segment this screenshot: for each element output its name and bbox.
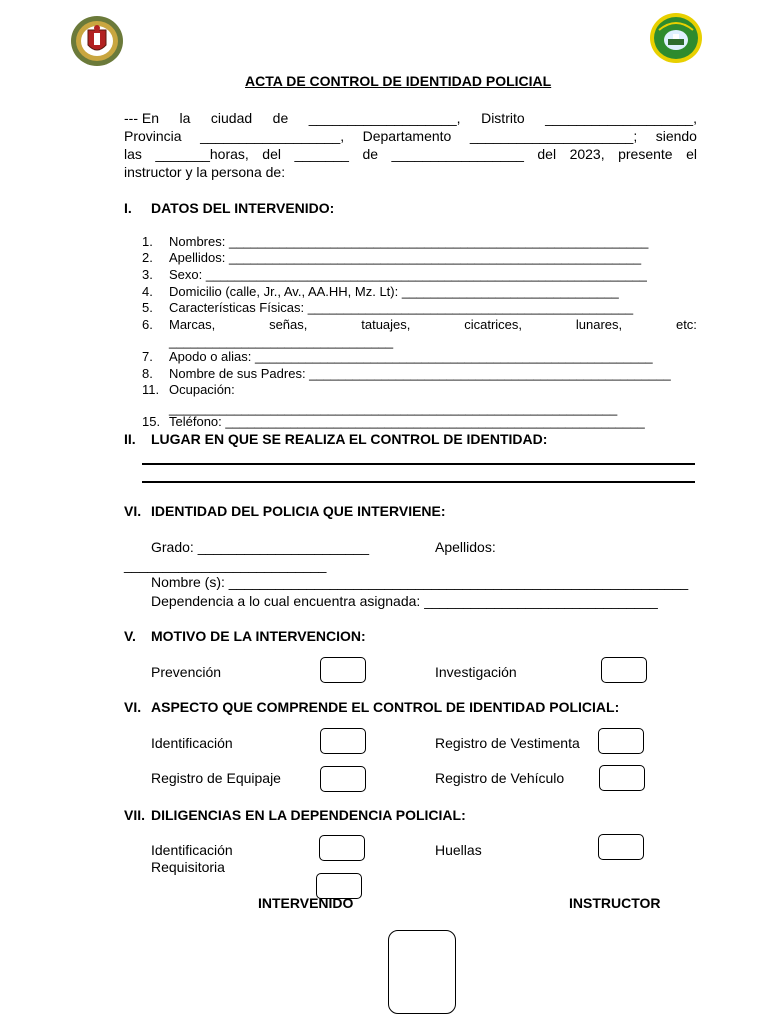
registro-vestimenta-label: Registro de Vestimenta [435, 735, 580, 751]
item-number: 4. [142, 284, 153, 299]
investigacion-label: Investigación [435, 664, 517, 680]
item-number: 8. [142, 366, 153, 381]
fingerprint-box[interactable] [388, 930, 456, 1014]
section-2-number: II. [124, 431, 136, 447]
registro-vestimenta-checkbox[interactable] [598, 728, 644, 754]
national-police-crest-icon [70, 15, 124, 67]
nombre-padres-field[interactable]: Nombre de sus Padres: __________________________________________________ [169, 366, 671, 381]
registro-vehiculo-checkbox[interactable] [599, 765, 645, 791]
document-title: ACTA DE CONTROL DE IDENTIDAD POLICIAL [245, 73, 552, 89]
marcas-line: Marcas, señas, tatuajes, cicatrices, lunares, etc: [169, 317, 697, 332]
nombre-policia-field[interactable]: Nombre (s): ___________________________________________________________ [151, 574, 689, 590]
lugar-line-2[interactable] [142, 481, 695, 483]
signature-intervenido-label: INTERVENIDO [258, 895, 354, 911]
police-unit-badge-icon [649, 12, 703, 64]
item-number: 7. [142, 349, 153, 364]
registro-equipaje-checkbox[interactable] [320, 766, 366, 792]
section-4-heading: MOTIVO DE LA INTERVENCION: [151, 628, 366, 644]
caracteristicas-fisicas-field[interactable]: Características Físicas: _____________________________________________ [169, 300, 634, 315]
ocupacion-field[interactable]: ______________________________________________________________ [169, 401, 618, 416]
domicilio-field[interactable]: Domicilio (calle, Jr., Av., AA.HH, Mz. Lt): ______________________________ [169, 284, 619, 299]
intro-line-3: las _______horas, del _______ de _________________ del 2023, presente el [124, 146, 697, 162]
intro-line-2: Provincia __________________, Departamento _____________________; siendo [124, 128, 697, 144]
intro-line-1: --- En la ciudad de ___________________, Distrito ___________________, [124, 110, 697, 126]
section-6-number: VII. [124, 807, 146, 823]
item-number: 2. [142, 250, 153, 265]
section-4-number: V. [124, 628, 136, 644]
huellas-checkbox[interactable] [598, 834, 644, 860]
registro-vehiculo-label: Registro de Vehículo [435, 770, 565, 786]
prevencion-checkbox[interactable] [320, 657, 366, 683]
lugar-line-1[interactable] [142, 463, 695, 465]
section-3-heading: IDENTIDAD DEL POLICIA QUE INTERVIENE: [151, 503, 446, 519]
apellidos-policia-field[interactable]: __________________________ [124, 557, 327, 573]
investigacion-checkbox[interactable] [601, 657, 647, 683]
identificacion-label: Identificación [151, 735, 233, 751]
item-number: 3. [142, 267, 153, 282]
section-5-number: VI. [124, 699, 142, 715]
section-2-heading: LUGAR EN QUE SE REALIZA EL CONTROL DE IDENTIDAD: [151, 431, 548, 447]
ocupacion-label: Ocupación: [169, 382, 235, 397]
apellidos-policia-label: Apellidos: [435, 539, 496, 555]
requisitoria-label: Requisitoria [151, 859, 225, 875]
section-1-heading: DATOS DEL INTERVENIDO: [151, 200, 335, 216]
section-1-number: I. [124, 200, 132, 216]
dependencia-field[interactable]: Dependencia a lo cual encuentra asignada: ______________________________ [151, 593, 658, 609]
identificacion-dependencia-checkbox[interactable] [319, 835, 365, 861]
section-3-number: VI. [124, 503, 142, 519]
nombres-field[interactable]: Nombres: __________________________________________________________ [169, 234, 649, 249]
marcas-field[interactable]: _______________________________ [169, 334, 394, 349]
intro-line-4: instructor y la persona de: [124, 164, 286, 180]
item-number: 5. [142, 300, 153, 315]
intro-paragraph [124, 109, 697, 181]
grado-field[interactable]: Grado: ______________________ [151, 539, 369, 555]
huellas-label: Huellas [435, 842, 482, 858]
identificacion-dependencia-label: Identificación [151, 842, 233, 858]
section-5-heading: ASPECTO QUE COMPRENDE EL CONTROL DE IDENTIDAD POLICIAL: [151, 699, 620, 715]
sexo-field[interactable]: Sexo: _____________________________________________________________ [169, 267, 647, 282]
registro-equipaje-label: Registro de Equipaje [151, 770, 281, 786]
section-6-heading: DILIGENCIAS EN LA DEPENDENCIA POLICIAL: [151, 807, 466, 823]
apellidos-field[interactable]: Apellidos: _________________________________________________________ [169, 250, 642, 265]
signature-instructor-label: INSTRUCTOR [569, 895, 661, 911]
item-number: 1. [142, 234, 153, 249]
item-number: 6. [142, 317, 153, 332]
identificacion-checkbox[interactable] [320, 728, 366, 754]
item-number: 15. [142, 414, 161, 429]
telefono-field[interactable]: Teléfono: __________________________________________________________ [169, 414, 645, 429]
prevencion-label: Prevención [151, 664, 222, 680]
apodo-field[interactable]: Apodo o alias: _______________________________________________________ [169, 349, 653, 364]
item-number: 11. [142, 382, 160, 397]
